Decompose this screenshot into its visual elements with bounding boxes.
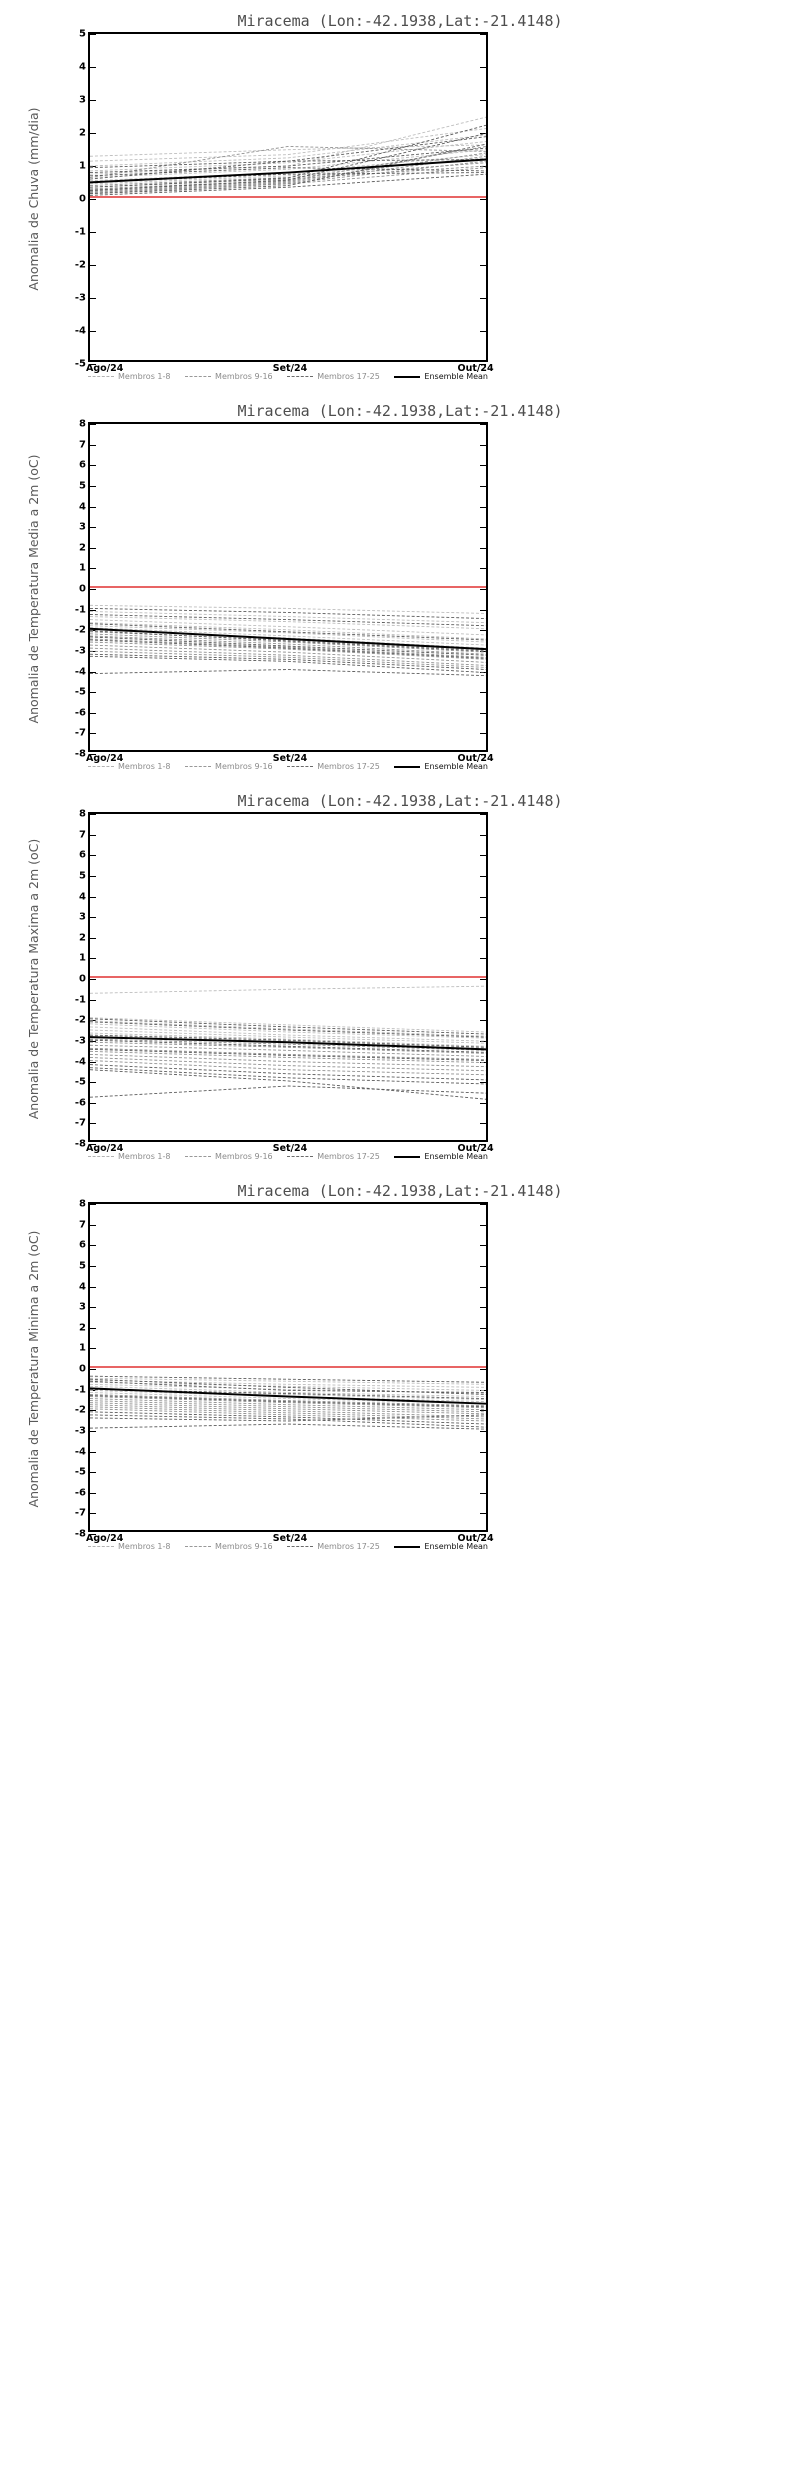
legend-label: Membros 1-8 [118, 1542, 171, 1551]
y-tick-label: 7 [79, 829, 86, 841]
y-tick-label: -6 [74, 1097, 86, 1109]
y-tick-label: 3 [79, 911, 86, 923]
y-tick-label: 3 [79, 521, 86, 533]
panel-title: Miracema (Lon:-42.1938,Lat:-21.4148) [237, 1182, 563, 1200]
y-tick-label: -1 [74, 604, 86, 616]
y-tick-label: -4 [74, 1446, 86, 1457]
legend-label: Membros 17-25 [317, 372, 380, 381]
x-tick-label: Ago/24 [86, 753, 124, 764]
y-tick-label: -3 [74, 1425, 86, 1437]
y-tick-label: -4 [74, 666, 86, 677]
series-line [90, 1086, 486, 1097]
x-tick-label: Ago/24 [86, 1533, 124, 1544]
y-tick-label: -3 [74, 292, 86, 304]
legend-item-membros-1-8 [88, 372, 170, 381]
x-tick-label: Set/24 [272, 1143, 308, 1154]
plot-area [26, 418, 494, 764]
legend-label: Ensemble Mean [424, 762, 488, 771]
y-tick-label: 1 [79, 952, 86, 964]
y-tick-label: -1 [74, 1384, 86, 1396]
legend-line-icon [88, 766, 114, 767]
legend-line-icon [88, 1546, 114, 1547]
legend-line-icon [287, 376, 313, 377]
plot-area [26, 1198, 494, 1544]
y-tick-label: 5 [79, 28, 86, 40]
y-tick-label: -7 [74, 1507, 86, 1519]
y-tick-label: -3 [74, 645, 86, 657]
legend-label: Membros 17-25 [317, 1542, 380, 1551]
chart-panel-mean-temperature [0, 390, 800, 780]
y-tick-label: 0 [79, 973, 86, 985]
series-line [90, 608, 486, 618]
legend-label: Membros 17-25 [317, 762, 380, 771]
legend-item-membros-9-16 [185, 1152, 273, 1161]
y-tick-label: 5 [79, 480, 86, 492]
plot-area [26, 808, 494, 1154]
y-tick-label: -6 [74, 707, 86, 719]
y-tick-label: -2 [74, 1014, 86, 1026]
y-tick-label: 8 [79, 808, 86, 820]
y-tick-label: 4 [79, 1281, 86, 1292]
y-tick-label: 4 [79, 501, 86, 512]
legend-label: Membros 9-16 [215, 372, 273, 381]
series-line [90, 986, 486, 993]
legend-label: Membros 1-8 [118, 762, 171, 771]
series-line [90, 1057, 486, 1070]
series-line [90, 645, 486, 662]
legend-item-membros-1-8 [88, 1542, 170, 1551]
y-tick-label: 6 [79, 459, 86, 471]
legend-item-membros-1-8 [88, 1152, 170, 1161]
series-line [90, 129, 486, 162]
y-tick-label: -4 [74, 1056, 86, 1067]
y-tick-label: -7 [74, 1117, 86, 1129]
legend [88, 1152, 488, 1161]
legend-item-ensemble-mean [394, 372, 488, 381]
y-tick-label: 0 [79, 583, 86, 595]
legend-label: Ensemble Mean [424, 1152, 488, 1161]
legend [88, 372, 488, 381]
y-tick-label: 5 [79, 870, 86, 882]
y-tick-label: 1 [79, 562, 86, 574]
y-tick-label: -1 [74, 226, 86, 238]
y-tick-label: -7 [74, 727, 86, 739]
y-tick-label: -3 [74, 1035, 86, 1047]
legend-line-icon [185, 376, 211, 377]
legend-item-membros-17-25 [287, 372, 380, 381]
y-tick-label: 5 [79, 1260, 86, 1272]
legend-label: Ensemble Mean [424, 1542, 488, 1551]
y-tick-label: 2 [79, 1322, 86, 1334]
x-tick-label: Out/24 [457, 363, 494, 374]
y-axis-label: Anomalia de Temperatura Minima a 2m (oC) [26, 1230, 41, 1508]
legend [88, 762, 488, 771]
y-tick-label: -8 [74, 748, 86, 760]
x-tick-label: Out/24 [457, 1533, 494, 1544]
y-tick-label: 7 [79, 439, 86, 451]
legend-item-ensemble-mean [394, 1542, 488, 1551]
legend-line-icon [394, 376, 420, 378]
panel-title: Miracema (Lon:-42.1938,Lat:-21.4148) [237, 792, 563, 810]
y-tick-label: -5 [74, 686, 86, 698]
chart-panel-precipitation [0, 0, 800, 390]
y-tick-label: 1 [79, 160, 86, 172]
legend-label: Membros 9-16 [215, 1152, 273, 1161]
y-tick-label: 3 [79, 94, 86, 106]
series-line [90, 1021, 486, 1036]
y-tick-label: 0 [79, 193, 86, 205]
y-tick-label: -1 [74, 994, 86, 1006]
legend-line-icon [287, 1156, 313, 1157]
legend-label: Ensemble Mean [424, 372, 488, 381]
legend-line-icon [287, 1546, 313, 1547]
legend-item-ensemble-mean [394, 1152, 488, 1161]
y-tick-label: 2 [79, 127, 86, 139]
y-tick-label: 0 [79, 1363, 86, 1375]
series-line [90, 1054, 486, 1066]
chart-panel-max-temperature [0, 780, 800, 1170]
legend-line-icon [88, 376, 114, 377]
legend-label: Membros 9-16 [215, 1542, 273, 1551]
y-tick-label: 4 [79, 61, 86, 73]
legend-item-membros-1-8 [88, 762, 170, 771]
legend [88, 1542, 488, 1551]
y-tick-label: 2 [79, 932, 86, 944]
y-tick-label: 7 [79, 1219, 86, 1231]
y-tick-label: 6 [79, 849, 86, 861]
series-line [90, 1024, 486, 1038]
series-line [90, 670, 486, 676]
series-canvas [90, 1204, 486, 1530]
series-canvas [90, 34, 486, 360]
x-tick-label: Set/24 [272, 1533, 308, 1544]
series-canvas [90, 424, 486, 750]
y-tick-label: -8 [74, 1138, 86, 1150]
y-tick-label: 3 [79, 1301, 86, 1313]
legend-item-membros-9-16 [185, 762, 273, 771]
legend-line-icon [394, 1546, 420, 1548]
y-tick-label: -4 [74, 325, 86, 337]
plot-area [26, 28, 494, 374]
panel-title: Miracema (Lon:-42.1938,Lat:-21.4148) [237, 12, 563, 30]
legend-line-icon [185, 1156, 211, 1157]
legend-item-membros-9-16 [185, 372, 273, 381]
chart-panel-min-temperature [0, 1170, 800, 1560]
x-tick-label: Set/24 [272, 753, 308, 764]
y-axis-label: Anomalia de Temperatura Maxima a 2m (oC) [26, 838, 41, 1120]
y-axis-label: Anomalia de Temperatura Media a 2m (oC) [26, 454, 41, 724]
legend-label: Membros 9-16 [215, 762, 273, 771]
series-canvas [90, 814, 486, 1140]
legend-line-icon [394, 766, 420, 768]
y-tick-label: -2 [74, 259, 86, 271]
y-tick-label: 8 [79, 418, 86, 430]
y-tick-label: -6 [74, 1487, 86, 1499]
y-tick-label: 1 [79, 1342, 86, 1354]
y-axis-label: Anomalia de Chuva (mm/dia) [26, 107, 41, 291]
legend-line-icon [185, 1546, 211, 1547]
x-tick-label: Set/24 [272, 363, 308, 374]
legend-label: Membros 1-8 [118, 1152, 171, 1161]
y-tick-label: -2 [74, 1404, 86, 1416]
legend-line-icon [394, 1156, 420, 1158]
legend-line-icon [88, 1156, 114, 1157]
y-tick-label: -5 [74, 1466, 86, 1478]
y-tick-label: 4 [79, 891, 86, 902]
legend-item-membros-9-16 [185, 1542, 273, 1551]
y-tick-label: 8 [79, 1198, 86, 1210]
x-tick-label: Out/24 [457, 1143, 494, 1154]
x-tick-label: Ago/24 [86, 1143, 124, 1154]
y-tick-label: -8 [74, 1528, 86, 1540]
series-line [90, 648, 486, 665]
legend-label: Membros 1-8 [118, 372, 171, 381]
legend-item-membros-17-25 [287, 1542, 380, 1551]
legend-line-icon [287, 766, 313, 767]
y-tick-label: -5 [74, 1076, 86, 1088]
y-tick-label: -5 [74, 358, 86, 370]
x-tick-label: Ago/24 [86, 363, 124, 374]
legend-label: Membros 17-25 [317, 1152, 380, 1161]
y-tick-label: 6 [79, 1239, 86, 1251]
y-tick-label: -2 [74, 624, 86, 636]
legend-item-membros-17-25 [287, 1152, 380, 1161]
legend-line-icon [185, 766, 211, 767]
series-line [90, 1412, 486, 1424]
x-tick-label: Out/24 [457, 753, 494, 764]
legend-item-ensemble-mean [394, 762, 488, 771]
y-tick-label: 2 [79, 542, 86, 554]
legend-item-membros-17-25 [287, 762, 380, 771]
panel-title: Miracema (Lon:-42.1938,Lat:-21.4148) [237, 402, 563, 420]
